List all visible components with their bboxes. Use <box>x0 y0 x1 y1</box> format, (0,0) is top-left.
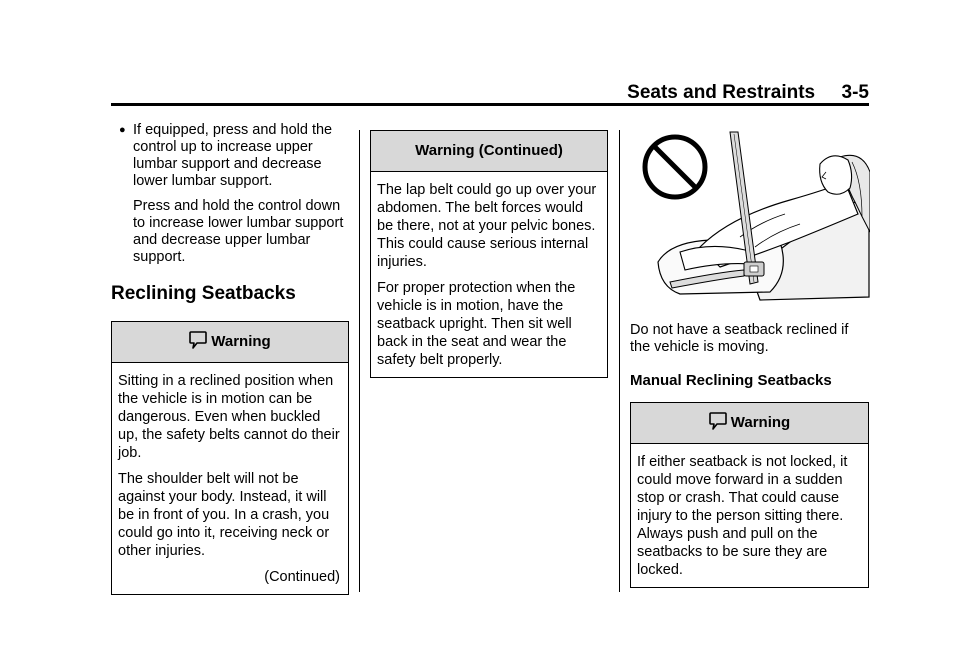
warning-body <box>112 363 348 594</box>
page-header <box>540 82 869 104</box>
warning-paragraph: Sitting in a reclined position when the vehicle is in motion can be dangerous. Even when buckled up, the safety belts cannot do their job. <box>118 373 340 461</box>
column-divider-1 <box>359 130 360 592</box>
subsection-heading: Manual Reclining Seatbacks <box>630 372 832 389</box>
page-number: 3-5 <box>841 82 869 103</box>
warning-title: Warning <box>730 414 791 431</box>
column-divider-2 <box>619 130 620 592</box>
continued-label: (Continued) <box>264 569 340 585</box>
warning-box-continued <box>370 130 608 378</box>
warning-title: Warning <box>211 333 271 350</box>
section-heading: Reclining Seatbacks <box>111 283 296 304</box>
warning-box <box>111 321 349 595</box>
bullet-text: If equipped, press and hold the control up to increase upper lumbar support and decrease lower lumbar support. <box>133 122 333 189</box>
warning-title: Warning (Continued) <box>415 142 563 159</box>
warning-paragraph: The lap belt could go up over your abdomen. The belt forces would be there, not at your pelvic bones. This could cause serious internal injuries. <box>377 182 597 270</box>
warning-paragraph: If either seatback is not locked, it could move forward in a sudden stop or crash. That could cause injury to the person sitting there. Always push and pull on the seatbacks to be sure they are locked. <box>637 454 848 578</box>
warning-header <box>112 322 348 363</box>
bullet-dot-icon: ● <box>119 124 126 136</box>
bullet-followup: Press and hold the control down to increase lower lumbar support and decrease upper lumbar support. <box>133 198 344 265</box>
prohibition-icon <box>645 137 705 197</box>
warning-icon <box>709 411 727 431</box>
warning-box <box>630 402 869 588</box>
header-title: Seats and Restraints <box>627 82 816 103</box>
warning-body <box>631 444 868 587</box>
header-rule <box>111 103 869 106</box>
column-1 <box>111 122 349 595</box>
warning-header <box>631 403 868 444</box>
reclined-passenger-illustration <box>640 122 870 302</box>
column-3 <box>630 122 869 588</box>
warning-header <box>371 131 607 172</box>
warning-body <box>371 172 607 377</box>
column-2 <box>370 122 608 378</box>
illustration-caption: Do not have a seatback reclined if the vehicle is moving. <box>630 322 849 355</box>
warning-paragraph: For proper protection when the vehicle is in motion, have the seatback upright. Then sit well back in the seat and wear the safety belt properly. <box>377 280 576 368</box>
bullet-item <box>111 122 349 190</box>
warning-paragraph: The shoulder belt will not be against your body. Instead, it will be in front of you. In a crash, you could go into it, receiving neck or other injuries. <box>118 471 330 559</box>
warning-icon <box>189 330 207 350</box>
